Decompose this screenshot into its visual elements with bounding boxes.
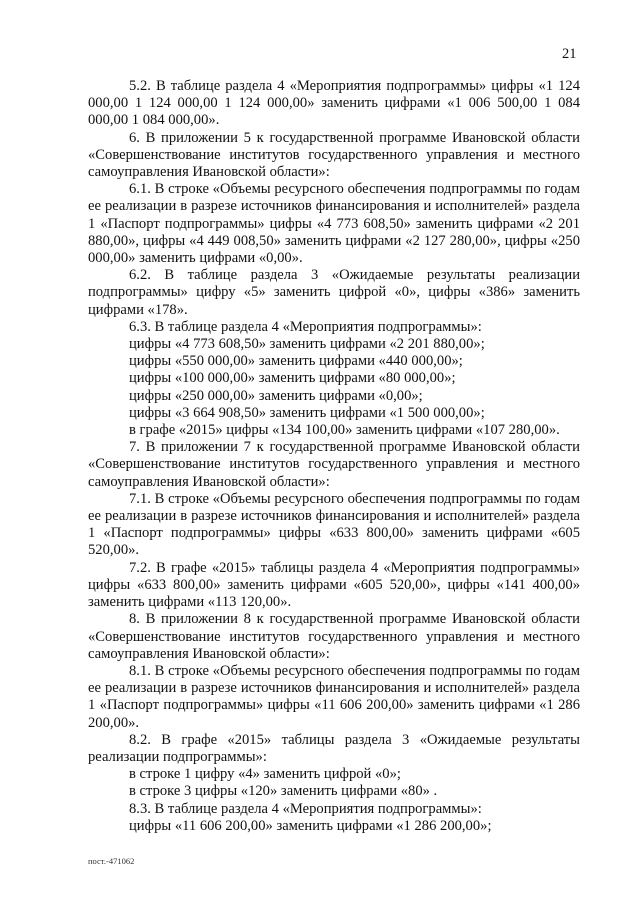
list-item: цифры «100 000,00» заменить цифрами «80 000,00»;	[129, 370, 456, 387]
list-item: цифры «4 773 608,50» заменить цифрами «2 201 880,00»;	[129, 336, 485, 353]
paragraph-8-1: 8.1. В строке «Объемы ресурсного обеспечения подпрограммы по годам ее реализации в разрезе источников финансирования и исполнителей» раздела 1 «Паспорт подпрограммы» цифры «11 606 200,00» заменить цифрами «1 286 200,00».	[88, 662, 580, 731]
list-item: цифры «250 000,00» заменить цифрами «0,00»;	[129, 387, 423, 404]
page-number: 21	[562, 46, 577, 62]
paragraph-7: 7. В приложении 7 к государственной программе Ивановской области «Совершенствование институтов государственного управления и местного самоуправления Ивановской области»:	[88, 439, 580, 490]
list-item: цифры «11 606 200,00» заменить цифрами «1 286 200,00»;	[129, 817, 492, 834]
list-item: в строке 3 цифры «120» заменить цифрами «80» .	[129, 783, 438, 800]
paragraph-6-3: 6.3. В таблице раздела 4 «Мероприятия подпрограммы»:	[129, 318, 482, 335]
paragraph-8-3: 8.3. В таблице раздела 4 «Мероприятия подпрограммы»:	[129, 800, 482, 817]
paragraph-8-2: 8.2. В графе «2015» таблицы раздела 3 «Ожидаемые результаты реализации подпрограммы»:	[88, 731, 580, 765]
list-item: цифры «3 664 908,50» заменить цифрами «1 500 000,00»;	[129, 404, 485, 421]
paragraph-7-2: 7.2. В графе «2015» таблицы раздела 4 «Мероприятия подпрограммы» цифры «633 800,00» заменить цифрами «605 520,00», цифры «141 400,00» заменить цифрами «113 120,00».	[88, 559, 580, 611]
paragraph-6-2: 6.2. В таблице раздела 3 «Ожидаемые результаты реализации подпрограммы» цифру «5» заменить цифрой «0», цифры «386» заменить цифрами «178».	[88, 267, 580, 318]
document-body	[88, 78, 580, 835]
list-item: в графе «2015» цифры «134 100,00» заменить цифрами «107 280,00».	[129, 422, 560, 439]
list-item: цифры «550 000,00» заменить цифрами «440 000,00»;	[129, 353, 463, 370]
paragraph-7-1: 7.1. В строке «Объемы ресурсного обеспечения подпрограммы по годам ее реализации в разрезе источников финансирования и исполнителей» раздела 1 «Паспорт подпрограммы» цифры «633 800,00» заменить цифрами «605 520,00».	[88, 490, 580, 559]
document-code: пост.-471062	[88, 856, 135, 866]
paragraph-6-1: 6.1. В строке «Объемы ресурсного обеспечения подпрограммы по годам ее реализации в разрезе источников финансирования и исполнителей» раздела 1 «Паспорт подпрограммы» цифры «4 773 608,50» заменить цифрами «2 201 880,00», цифры «4 449 008,50» заменить цифрами «2 127 280,00», цифры «250 000,00» заменить цифрами «0,00».	[88, 181, 580, 267]
list-item: в строке 1 цифру «4» заменить цифрой «0»;	[129, 766, 401, 783]
paragraph-8: 8. В приложении 8 к государственной программе Ивановской области «Совершенствование институтов государственного управления и местного самоуправления Ивановской области»:	[88, 611, 580, 662]
paragraph-6: 6. В приложении 5 к государственной программе Ивановской области «Совершенствование институтов государственного управления и местного самоуправления Ивановской области»:	[88, 129, 580, 181]
paragraph-5-2: 5.2. В таблице раздела 4 «Мероприятия подпрограммы» цифры «1 124 000,00 1 124 000,00 1 124 000,00» заменить цифрами «1 006 500,00 1 084 000,00 1 084 000,00».	[88, 78, 580, 129]
